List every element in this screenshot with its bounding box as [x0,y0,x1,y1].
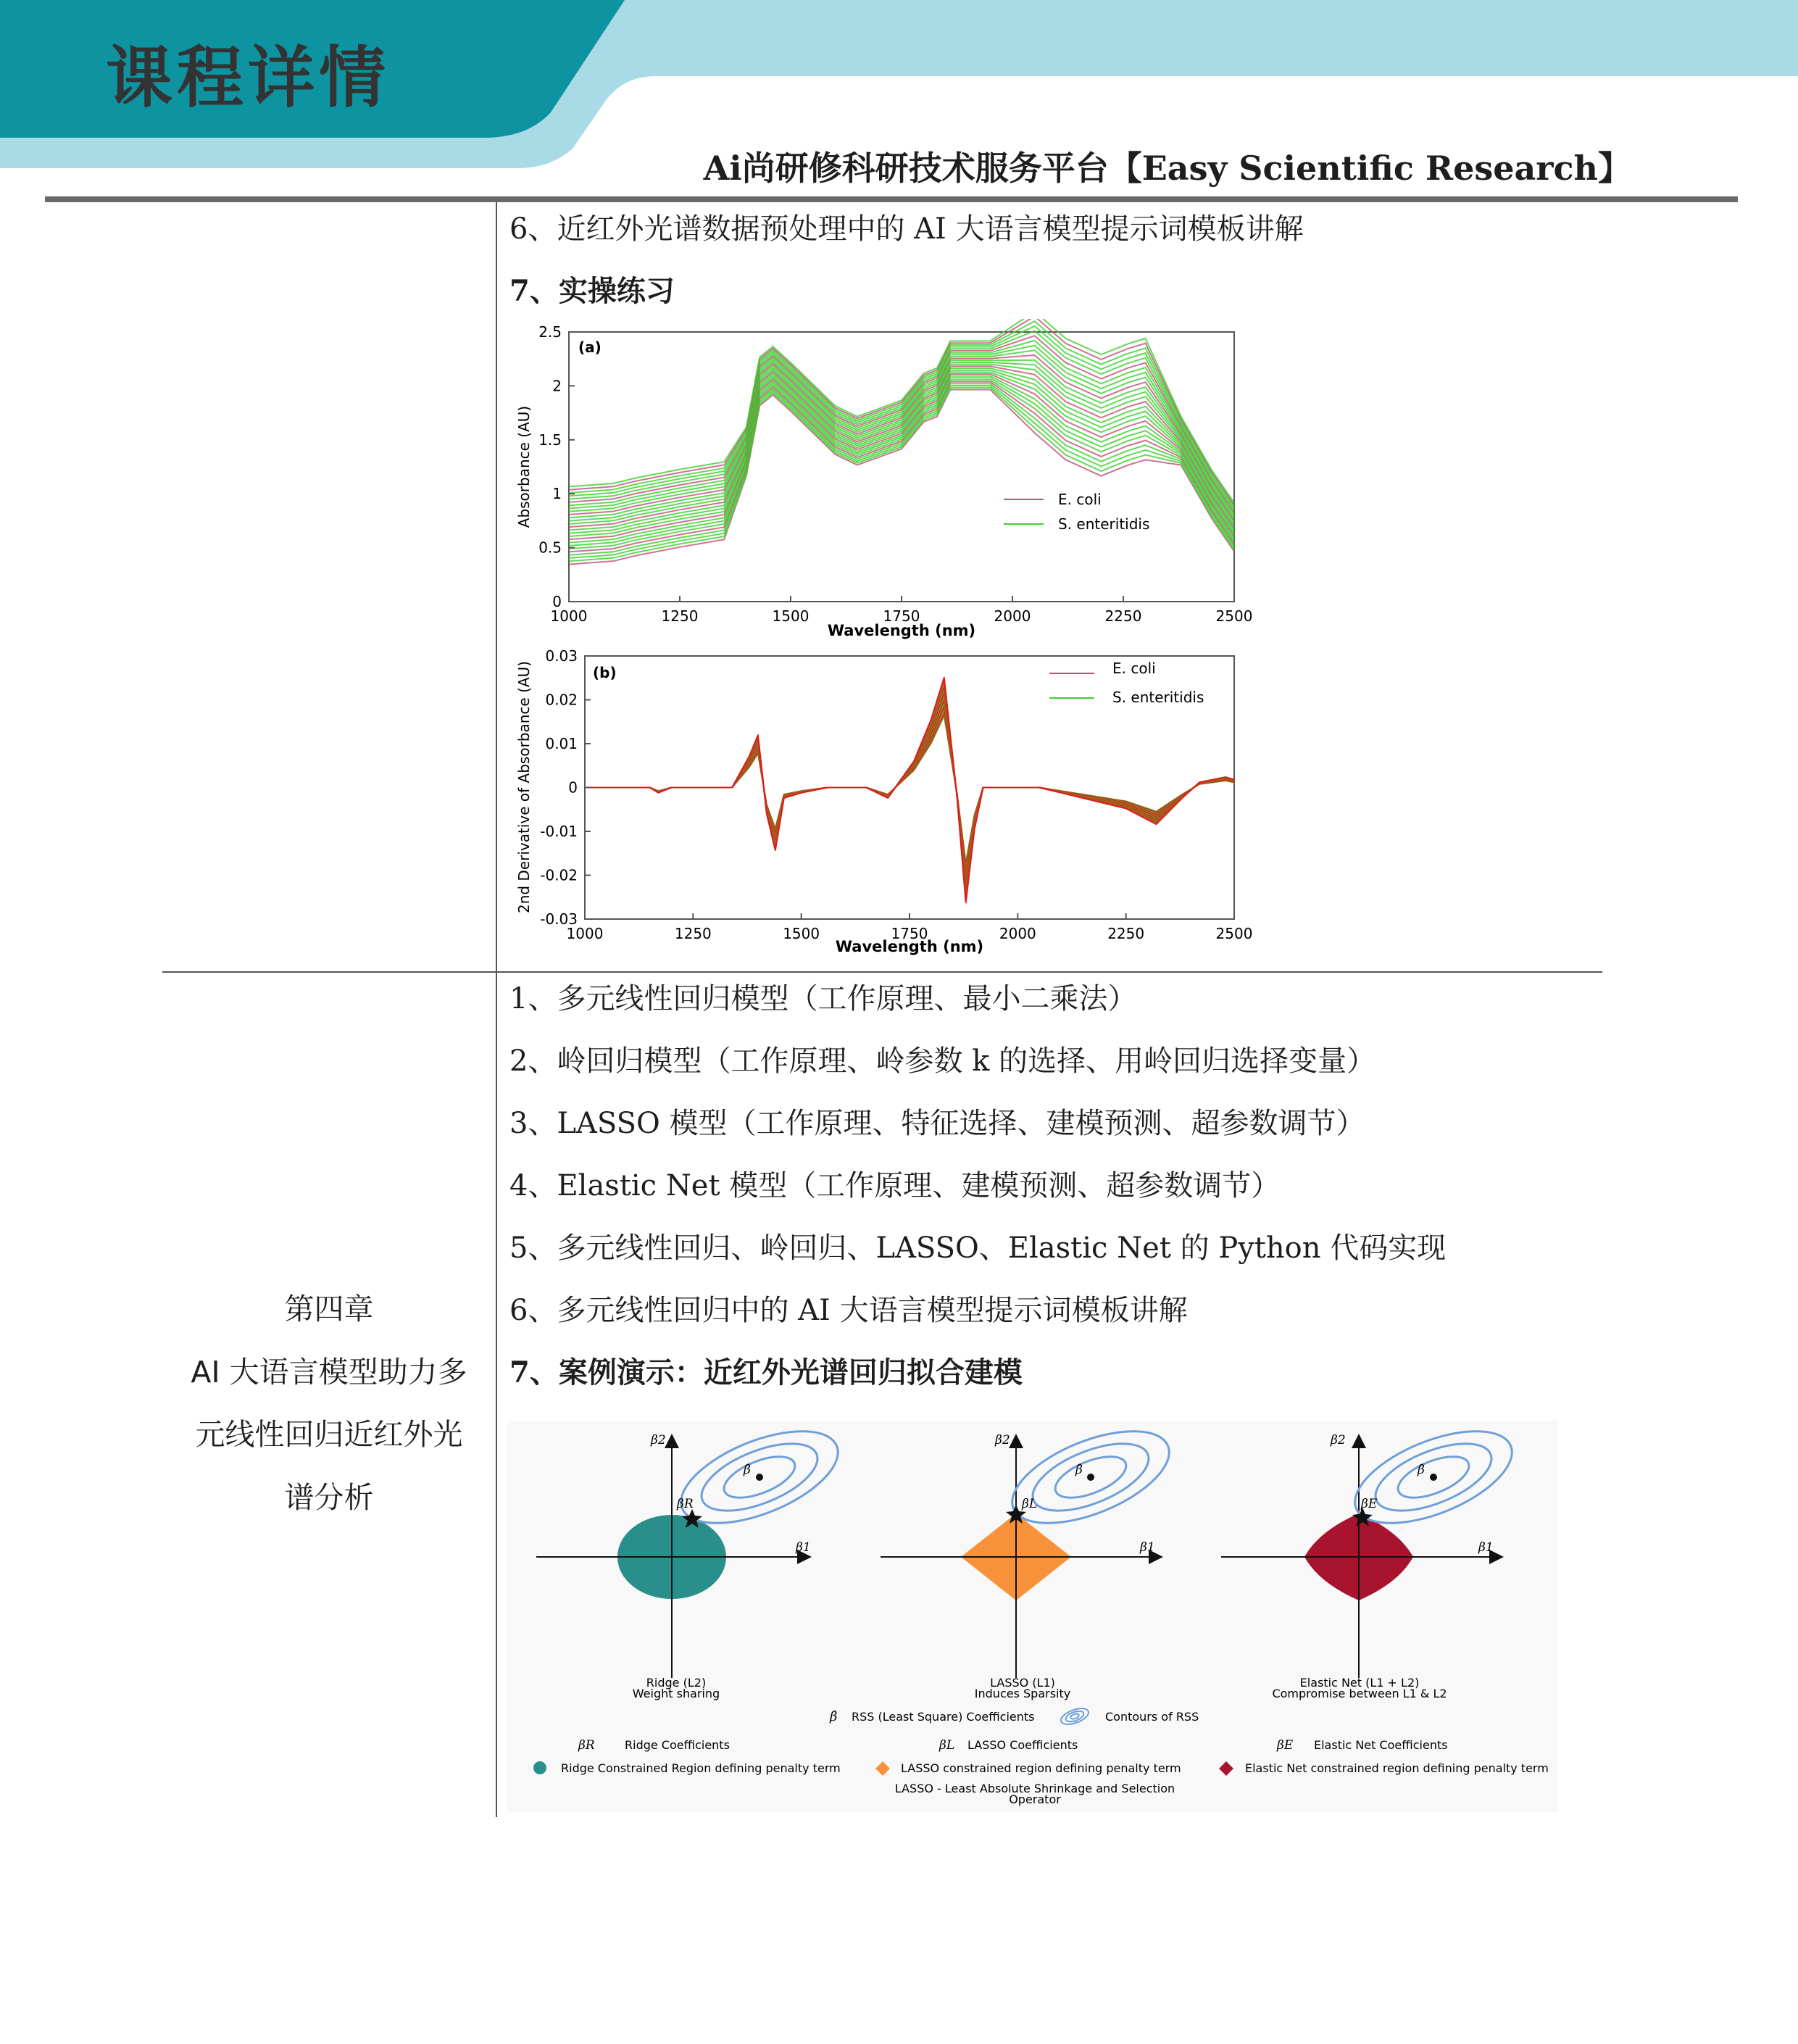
panel-b-ylabel: 2nd Derivative of Absorbance (AU) [515,660,533,914]
enet-caption: Elastic Net (L1 + L2) [1299,1676,1420,1690]
lasso-caption: LASSO (L1) [990,1676,1055,1690]
legend-beta-hat: β̂ [830,1709,838,1724]
ridge-beta-hat: β̂ [744,1463,751,1477]
panel-a-xlabel: Wavelength (nm) [827,622,976,639]
legend-a-sent: S. enteritidis [1058,515,1150,533]
lasso-beta-hat: β̂ [1075,1463,1083,1477]
legend-ridge-region: Ridge Constrained Region defining penalty term [561,1761,841,1775]
chapter-number: 第四章 [284,1292,374,1326]
y-tick-label: 2.5 [538,323,562,341]
lasso-beta-l: βL [1022,1497,1038,1511]
x-tick-label: 2500 [1215,925,1253,942]
ridge-b2-label: β2 [651,1433,666,1447]
y-tick-label: -0.03 [540,910,578,928]
legend-lasso-def-2: Operator [1009,1792,1061,1806]
list-item: 5、多元线性回归、岭回归、LASSO、Elastic Net 的 Python 代码实现 [509,1231,1447,1265]
enet-caption-sub: Compromise between L1 & L2 [1272,1687,1447,1700]
y-tick-label: 0.02 [545,691,578,709]
regularization-figure [507,1421,1558,1812]
y-tick-label: 1.5 [538,431,562,449]
ridge-beta-r: βR [677,1497,694,1511]
lasso-b2-label: β2 [995,1433,1010,1447]
list-item: 6、近红外光谱数据预处理中的 AI 大语言模型提示词模板讲解 [509,212,1304,246]
legend-enet-coef: Elastic Net Coefficients [1314,1738,1448,1752]
header-title: 课程详情 [106,39,391,117]
list-item: 2、岭回归模型（工作原理、岭参数 k 的选择、用岭回归选择变量） [509,1044,1376,1078]
panel-b-xlabel: Wavelength (nm) [835,938,984,955]
y-tick-label: -0.01 [540,823,578,840]
header-subtitle: Ai尚研修科研技术服务平台【Easy Scientific Research】 [703,149,1631,188]
enet-b1-label: β1 [1478,1540,1494,1555]
y-tick-label: 0 [568,778,578,797]
lasso-caption-sub: Induces Sparsity [974,1687,1071,1700]
legend-contours: Contours of RSS [1105,1710,1199,1724]
y-tick-label: 0.5 [538,539,562,557]
y-tick-label: 2 [552,377,562,395]
x-tick-label: 1000 [566,925,604,942]
ridge-caption: Ridge (L2) [646,1676,707,1690]
y-tick-label: 0 [552,593,562,610]
legend-beta-e: βE [1277,1738,1294,1753]
list-item: 1、多元线性回归模型（工作原理、最小二乘法） [509,982,1137,1015]
panel-a-ylabel: Absorbance (AU) [515,405,533,528]
panel-b-label: (b) [593,664,617,681]
enet-beta-hat-point [1430,1474,1437,1481]
table-column-divider [496,202,497,1817]
legend-b-ecoli: E. coli [1112,660,1156,677]
y-tick-label: 0.01 [545,735,578,752]
x-tick-label: 1500 [772,607,809,625]
list-item: 7、案例演示：近红外光谱回归拟合建模 [509,1355,1023,1389]
panel-a-frame [569,332,1234,602]
panel-b-yticks [540,647,591,928]
ridge-caption-sub: Weight sharing [632,1687,720,1700]
x-tick-label: 1500 [783,925,820,942]
x-tick-label: 2000 [994,607,1031,625]
ridge-beta-hat-point [756,1474,763,1481]
header-rule [45,196,1738,202]
table-row-divider [162,971,1602,973]
figure-background [507,1421,1558,1812]
nir-spectra-figure [507,319,1261,957]
x-tick-label: 2500 [1215,607,1253,625]
lasso-beta-hat-point [1087,1474,1094,1481]
x-tick-label: 1250 [661,607,699,625]
legend-lasso-region: LASSO constrained region defining penalty term [901,1761,1181,1775]
x-tick-label: 2250 [1107,925,1145,942]
legend-lasso-def: LASSO - Least Absolute Shrinkage and Selection [894,1782,1175,1795]
x-tick-label: 1750 [883,607,920,625]
legend-ridge-coef: Ridge Coefficients [625,1738,730,1752]
x-tick-label: 2250 [1104,607,1142,625]
list-item: 3、LASSO 模型（工作原理、特征选择、建模预测、超参数调节） [509,1107,1365,1140]
x-tick-label: 1250 [674,925,712,942]
list-item: 7、实操练习 [509,274,675,308]
chapter-title-line: 元线性回归近红外光 [195,1417,463,1452]
enet-beta-hat: β̂ [1418,1463,1425,1477]
legend-rss-coef: RSS (Least Square) Coefficients [852,1710,1035,1724]
chapter-title-line: AI 大语言模型助力多 [191,1355,467,1389]
x-tick-label: 2000 [999,925,1036,942]
chapter-title-line: 谱分析 [284,1480,374,1515]
list-item: 4、Elastic Net 模型（工作原理、建模预测、超参数调节） [509,1169,1281,1202]
legend-ridge-swatch [533,1761,546,1774]
lasso-b1-label: β1 [1140,1540,1155,1555]
y-tick-label: 1 [552,485,562,503]
legend-beta-r: βR [578,1738,595,1753]
enet-b2-label: β2 [1331,1433,1346,1447]
enet-beta-e: βE [1361,1497,1378,1511]
list-item: 6、多元线性回归中的 AI 大语言模型提示词模板讲解 [509,1294,1188,1327]
x-tick-label: 1000 [550,607,588,625]
legend-a-ecoli: E. coli [1058,491,1102,508]
x-tick-label: 1750 [891,925,928,942]
legend-lasso-coef: LASSO Coefficients [967,1738,1078,1752]
legend-b-sent: S. enteritidis [1112,689,1204,706]
ridge-b1-label: β1 [796,1540,811,1555]
page-header [0,0,1798,210]
panel-a-label: (a) [578,338,602,356]
y-tick-label: -0.02 [540,866,578,884]
legend-enet-region: Elastic Net constrained region defining penalty term [1245,1761,1549,1775]
y-tick-label: 0.03 [545,647,578,665]
legend-beta-l: βL [939,1738,955,1753]
